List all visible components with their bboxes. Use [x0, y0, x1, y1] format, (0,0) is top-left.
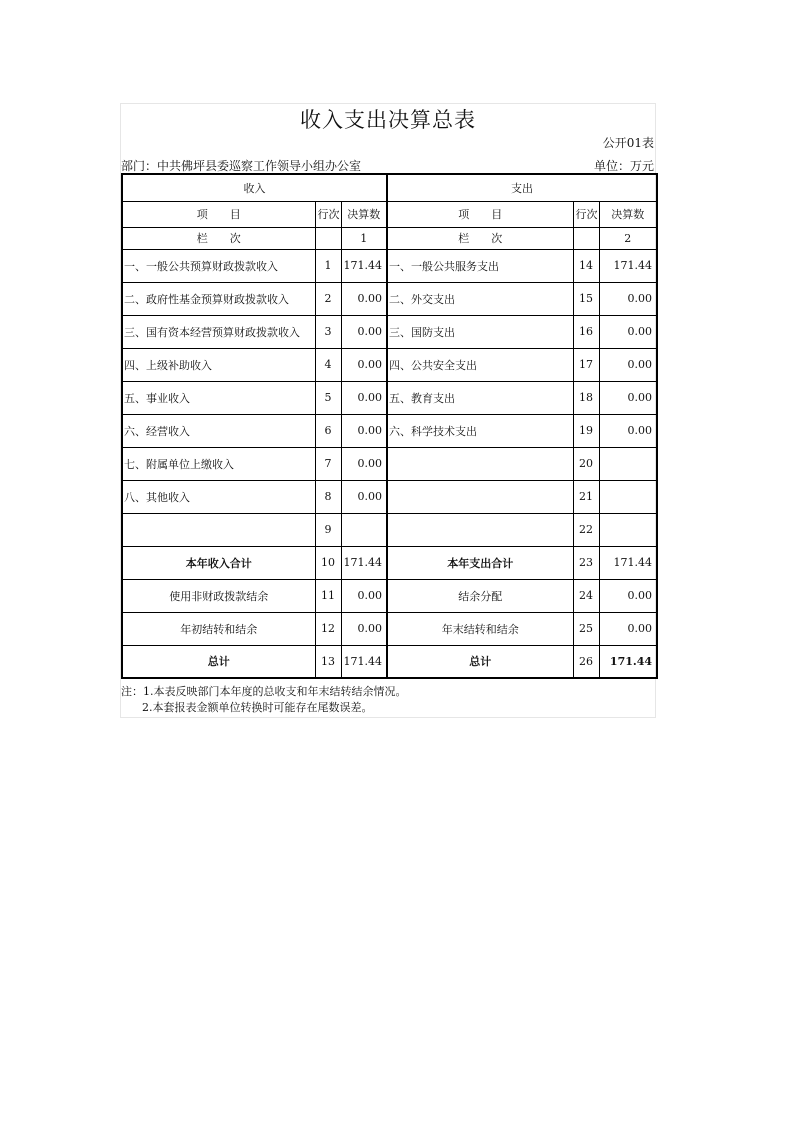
- income-row-label: 栏 次: [122, 227, 315, 249]
- expense-amount: 171.44: [599, 249, 657, 282]
- expense-line: 15: [573, 282, 599, 315]
- expense-line: 23: [573, 546, 599, 579]
- income-item: 使用非财政拨款结余: [122, 579, 315, 612]
- expense-col-number: 2: [599, 227, 657, 249]
- expense-amount: 0.00: [599, 315, 657, 348]
- expense-item: [387, 513, 573, 546]
- income-item: 七、附属单位上缴收入: [122, 447, 315, 480]
- expense-item: 六、科学技术支出: [387, 414, 573, 447]
- total-row: [122, 645, 657, 678]
- expense-item: 三、国防支出: [387, 315, 573, 348]
- income-item: 年初结转和结余: [122, 612, 315, 645]
- income-total-label: 总计: [122, 645, 315, 678]
- income-amount: 0.00: [341, 381, 387, 414]
- income-line: 11: [315, 579, 341, 612]
- expense-item-header: 项 目: [387, 201, 573, 227]
- expense-subtotal-amount: 171.44: [599, 546, 657, 579]
- income-line: 7: [315, 447, 341, 480]
- unit-label: 单位：万元: [593, 159, 654, 173]
- income-amount: 0.00: [341, 315, 387, 348]
- expense-item: [387, 447, 573, 480]
- table-row: [122, 612, 657, 645]
- income-line: 9: [315, 513, 341, 546]
- income-item: 二、政府性基金预算财政拨款收入: [122, 282, 315, 315]
- income-expense-table: [121, 173, 658, 679]
- expense-line-header: 行次: [573, 201, 599, 227]
- income-line: 4: [315, 348, 341, 381]
- expense-line: 20: [573, 447, 599, 480]
- table-row: [122, 315, 657, 348]
- income-amount: 0.00: [341, 480, 387, 513]
- income-line: 13: [315, 645, 341, 678]
- income-line-blank: [315, 227, 341, 249]
- income-amount: 0.00: [341, 414, 387, 447]
- expense-item: [387, 480, 573, 513]
- expense-total-amount: 171.44: [599, 645, 657, 678]
- income-amount: [341, 513, 387, 546]
- expense-item: 四、公共安全支出: [387, 348, 573, 381]
- notes: [121, 684, 407, 716]
- expense-line: 21: [573, 480, 599, 513]
- expense-item: 结余分配: [387, 579, 573, 612]
- income-amount: 0.00: [341, 612, 387, 645]
- expense-item: 一、一般公共服务支出: [387, 249, 573, 282]
- expense-amount-header: 决算数: [599, 201, 657, 227]
- note-line-1: 注：1.本表反映部门本年度的总收支和年末结转结余情况。: [121, 685, 407, 698]
- table-row: [122, 513, 657, 546]
- income-line: 8: [315, 480, 341, 513]
- income-item: 四、上级补助收入: [122, 348, 315, 381]
- expense-header: 支出: [387, 174, 657, 201]
- expense-item: 五、教育支出: [387, 381, 573, 414]
- income-item: [122, 513, 315, 546]
- expense-item: 年末结转和结余: [387, 612, 573, 645]
- expense-line: 24: [573, 579, 599, 612]
- expense-line: 16: [573, 315, 599, 348]
- expense-total-label: 总计: [387, 645, 573, 678]
- note-line-2: 2.本套报表金额单位转换时可能存在尾数误差。: [142, 701, 373, 714]
- income-amount: 0.00: [341, 579, 387, 612]
- income-line: 1: [315, 249, 341, 282]
- expense-item: 二、外交支出: [387, 282, 573, 315]
- income-line-header: 行次: [315, 201, 341, 227]
- income-subtotal-amount: 171.44: [341, 546, 387, 579]
- income-amount: 0.00: [341, 282, 387, 315]
- income-line: 5: [315, 381, 341, 414]
- expense-line: 18: [573, 381, 599, 414]
- expense-amount: [599, 447, 657, 480]
- expense-amount: 0.00: [599, 612, 657, 645]
- income-amount: 171.44: [341, 249, 387, 282]
- income-item-header: 项 目: [122, 201, 315, 227]
- expense-amount: 0.00: [599, 579, 657, 612]
- expense-line: 25: [573, 612, 599, 645]
- expense-row-label: 栏 次: [387, 227, 573, 249]
- income-col-number: 1: [341, 227, 387, 249]
- expense-line: 19: [573, 414, 599, 447]
- column-header-row: [122, 201, 657, 227]
- column-number-row: [122, 227, 657, 249]
- income-line: 10: [315, 546, 341, 579]
- expense-amount: [599, 513, 657, 546]
- expense-amount: [599, 480, 657, 513]
- table-row: [122, 480, 657, 513]
- income-line: 6: [315, 414, 341, 447]
- expense-line: 17: [573, 348, 599, 381]
- expense-amount: 0.00: [599, 414, 657, 447]
- income-line: 12: [315, 612, 341, 645]
- table-row: [122, 381, 657, 414]
- income-line: 2: [315, 282, 341, 315]
- table-row: [122, 282, 657, 315]
- subtotal-row: [122, 546, 657, 579]
- income-item: 五、事业收入: [122, 381, 315, 414]
- table-row: [122, 249, 657, 282]
- income-item: 六、经营收入: [122, 414, 315, 447]
- expense-line-blank: [573, 227, 599, 249]
- table-row: [122, 414, 657, 447]
- income-item: 三、国有资本经营预算财政拨款收入: [122, 315, 315, 348]
- income-item: 八、其他收入: [122, 480, 315, 513]
- table-row: [122, 447, 657, 480]
- income-header: 收入: [122, 174, 387, 201]
- income-line: 3: [315, 315, 341, 348]
- expense-line: 22: [573, 513, 599, 546]
- page-title: 收入支出决算总表: [300, 108, 476, 132]
- income-amount: 0.00: [341, 348, 387, 381]
- income-item: 一、一般公共预算财政拨款收入: [122, 249, 315, 282]
- table-row: [122, 579, 657, 612]
- income-subtotal-label: 本年收入合计: [122, 546, 315, 579]
- income-amount: 0.00: [341, 447, 387, 480]
- expense-line: 14: [573, 249, 599, 282]
- expense-amount: 0.00: [599, 381, 657, 414]
- department-label: 部门：中共佛坪县委巡察工作领导小组办公室: [121, 159, 362, 173]
- form-number: 公开01表: [602, 136, 654, 150]
- expense-amount: 0.00: [599, 282, 657, 315]
- expense-line: 26: [573, 645, 599, 678]
- income-amount-header: 决算数: [341, 201, 387, 227]
- table-row: [122, 348, 657, 381]
- expense-amount: 0.00: [599, 348, 657, 381]
- expense-subtotal-label: 本年支出合计: [387, 546, 573, 579]
- income-total-amount: 171.44: [341, 645, 387, 678]
- section-header-row: [122, 174, 657, 201]
